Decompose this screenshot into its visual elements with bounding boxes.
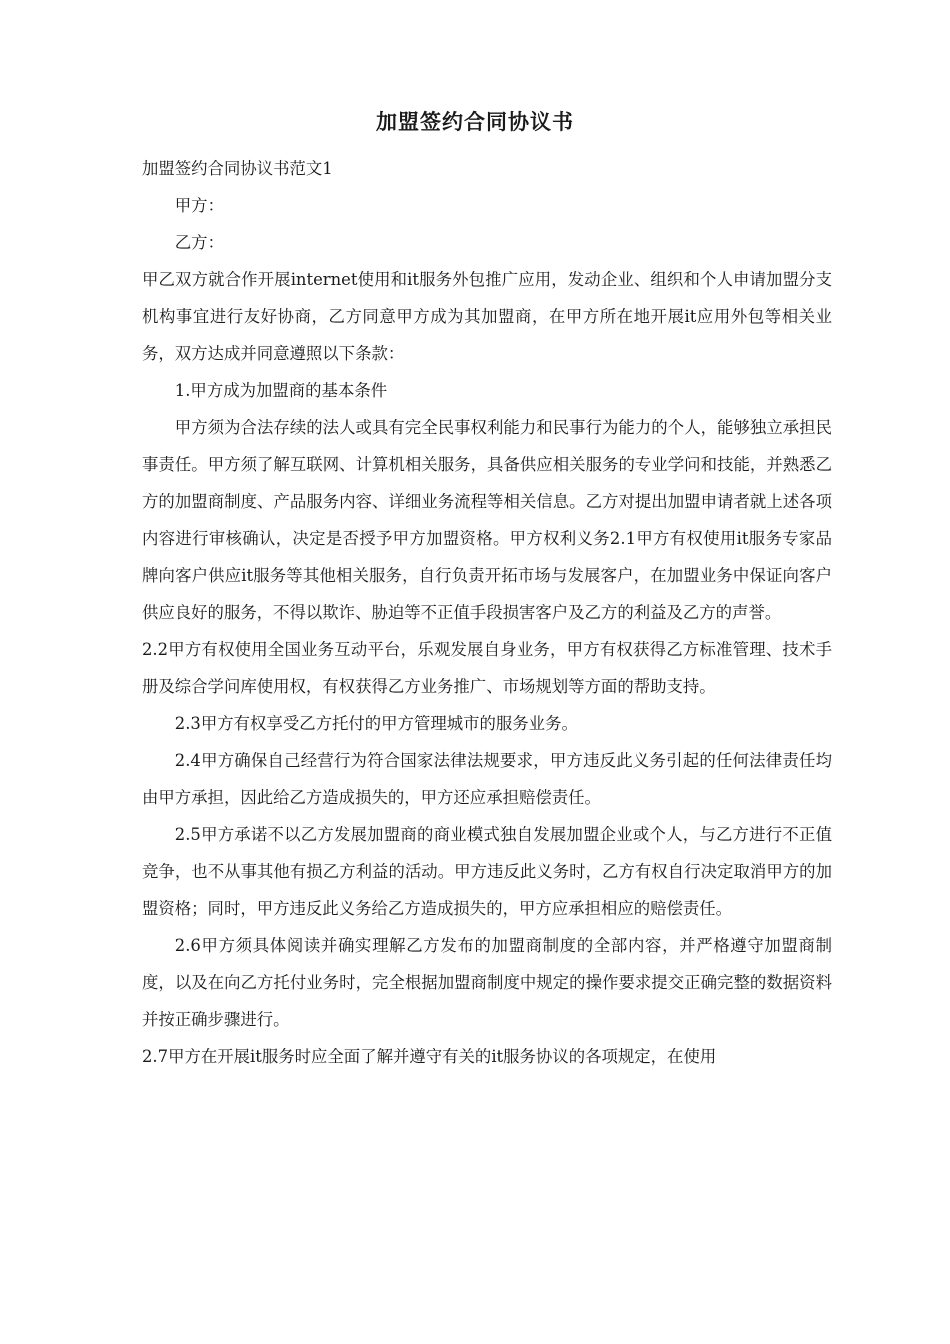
conditions-paragraph: 甲方须为合法存续的法人或具有完全民事权利能力和民事行为能力的个人，能够独立承担民事责任。甲方须了解互联网、计算机相关服务，具备供应相关服务的专业学问和技能，并熟悉乙方的加盟商制度、产品服务内容、详细业务流程等相关信息。乙方对提出加盟申请者就上述各项内容进行审核确认，决定是否授予甲方加盟资格。甲方权利义务2.1甲方有权使用it服务专家品牌向客户供应it服务等其他相关服务，自行负责开拓市场与发展客户，在加盟业务中保证向客户供应良好的服务，不得以欺诈、胁迫等不正值手段损害客户及乙方的利益及乙方的声誉。 — [142, 418, 832, 622]
clause-2-5: 2.5甲方承诺不以乙方发展加盟商的商业模式独自发展加盟企业或个人，与乙方进行不正值竞争，也不从事其他有损乙方利益的活动。甲方违反此义务时，乙方有权自行决定取消甲方的加盟资格；同时，甲方违反此义务给乙方造成损失的，甲方应承担相应的赔偿责任。 — [142, 825, 832, 918]
clause-2-7: 2.7甲方在开展it服务时应全面了解并遵守有关的it服务协议的各项规定，在使用 — [142, 1047, 717, 1066]
intro-paragraph: 甲乙双方就合作开展internet使用和it服务外包推广应用，发动企业、组织和个人申请加盟分支机构事宜进行友好协商，乙方同意甲方成为其加盟商，在甲方所在地开展it应用外包等相关业务，双方达成并同意遵照以下条款： — [142, 270, 832, 363]
section-heading: 1.甲方成为加盟商的基本条件 — [174, 381, 388, 400]
party-b-line: 乙方： — [174, 233, 224, 252]
clause-2-4: 2.4甲方确保自己经营行为符合国家法律法规要求，甲方违反此义务引起的任何法律责任均由甲方承担，因此给乙方造成损失的，甲方还应承担赔偿责任。 — [142, 751, 832, 807]
document-body — [142, 150, 832, 1075]
clause-2-6: 2.6甲方须具体阅读并确实理解乙方发布的加盟商制度的全部内容，并严格遵守加盟商制度，以及在向乙方托付业务时，完全根据加盟商制度中规定的操作要求提交正确完整的数据资料并按正确步骤进行。 — [142, 936, 832, 1029]
document-subtitle: 加盟签约合同协议书范文1 — [142, 159, 333, 178]
clause-2-3: 2.3甲方有权享受乙方托付的甲方管理城市的服务业务。 — [174, 714, 578, 733]
party-a-line: 甲方： — [174, 196, 224, 215]
document-title: 加盟签约合同协议书 — [376, 110, 574, 134]
clause-2-2: 2.2甲方有权使用全国业务互动平台，乐观发展自身业务，甲方有权获得乙方标准管理、技术手册及综合学问库使用权，有权获得乙方业务推广、市场规划等方面的帮助支持。 — [142, 640, 832, 696]
